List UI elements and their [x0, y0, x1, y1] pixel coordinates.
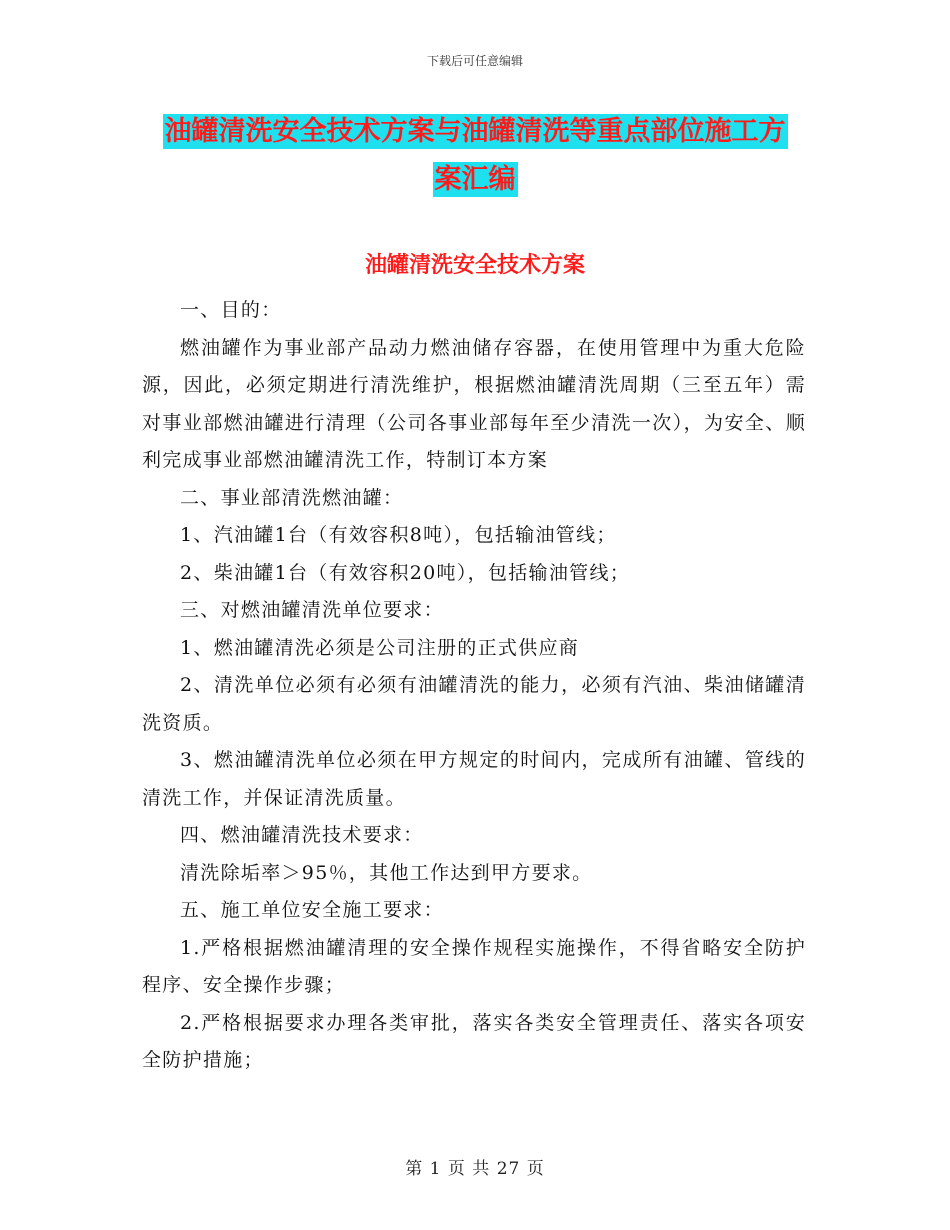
paragraph: 四、燃油罐清洗技术要求： — [180, 824, 424, 846]
document-title-line-2: 案汇编 — [434, 164, 516, 195]
header-note: 下载后可任意编辑 — [426, 54, 523, 68]
paragraph: 燃油罐作为事业部产品动力燃油储存容器，在使用管理中为重大危险源，因此，必须定期进行清洗维护，根据燃油罐清洗周期（三至五年）需对事业部燃油罐进行清理（公司各事业部每年至少清洗一次），为安全、顺利完成事业部燃油罐清洗工作，特制订本方案 — [142, 336, 806, 471]
paragraph: 二、事业部清洗燃油罐： — [180, 486, 404, 509]
paragraph: 1、燃油罐清洗必须是公司注册的正式供应商 — [180, 636, 580, 659]
paragraph: 1、汽油罐1台（有效容积8吨），包括输油管线； — [180, 524, 617, 546]
document-body — [142, 292, 806, 1080]
section-title: 油罐清洗安全技术方案 — [364, 252, 585, 278]
paragraph: 三、对燃油罐清洗单位要求： — [180, 599, 444, 621]
document-title-line-1: 油罐清洗安全技术方案与油罐清洗等重点部位施工方 — [164, 116, 786, 147]
paragraph: 清洗除垢率＞95％，其他工作达到甲方要求。 — [180, 861, 593, 884]
paragraph: 一、目的： — [180, 299, 282, 321]
document-title — [140, 108, 810, 204]
paragraph: 五、施工单位安全施工要求： — [180, 899, 444, 921]
paragraph: 3、燃油罐清洗单位必须在甲方规定的时间内，完成所有油罐、管线的清洗工作，并保证清洗质量。 — [142, 749, 806, 809]
paragraph: 2、柴油罐1台（有效容积20吨），包括输油管线； — [180, 561, 631, 584]
paragraph: 1.严格根据燃油罐清理的安全操作规程实施操作，不得省略安全防护程序、安全操作步骤； — [142, 936, 806, 996]
paragraph: 2.严格根据要求办理各类审批，落实各类安全管理责任、落实各项安全防护措施； — [142, 1011, 806, 1071]
paragraph: 2、清洗单位必须有必须有油罐清洗的能力，必须有汽油、柴油储罐清洗资质。 — [142, 674, 806, 734]
page-footer: 第 1 页 共 27 页 — [405, 1159, 545, 1179]
